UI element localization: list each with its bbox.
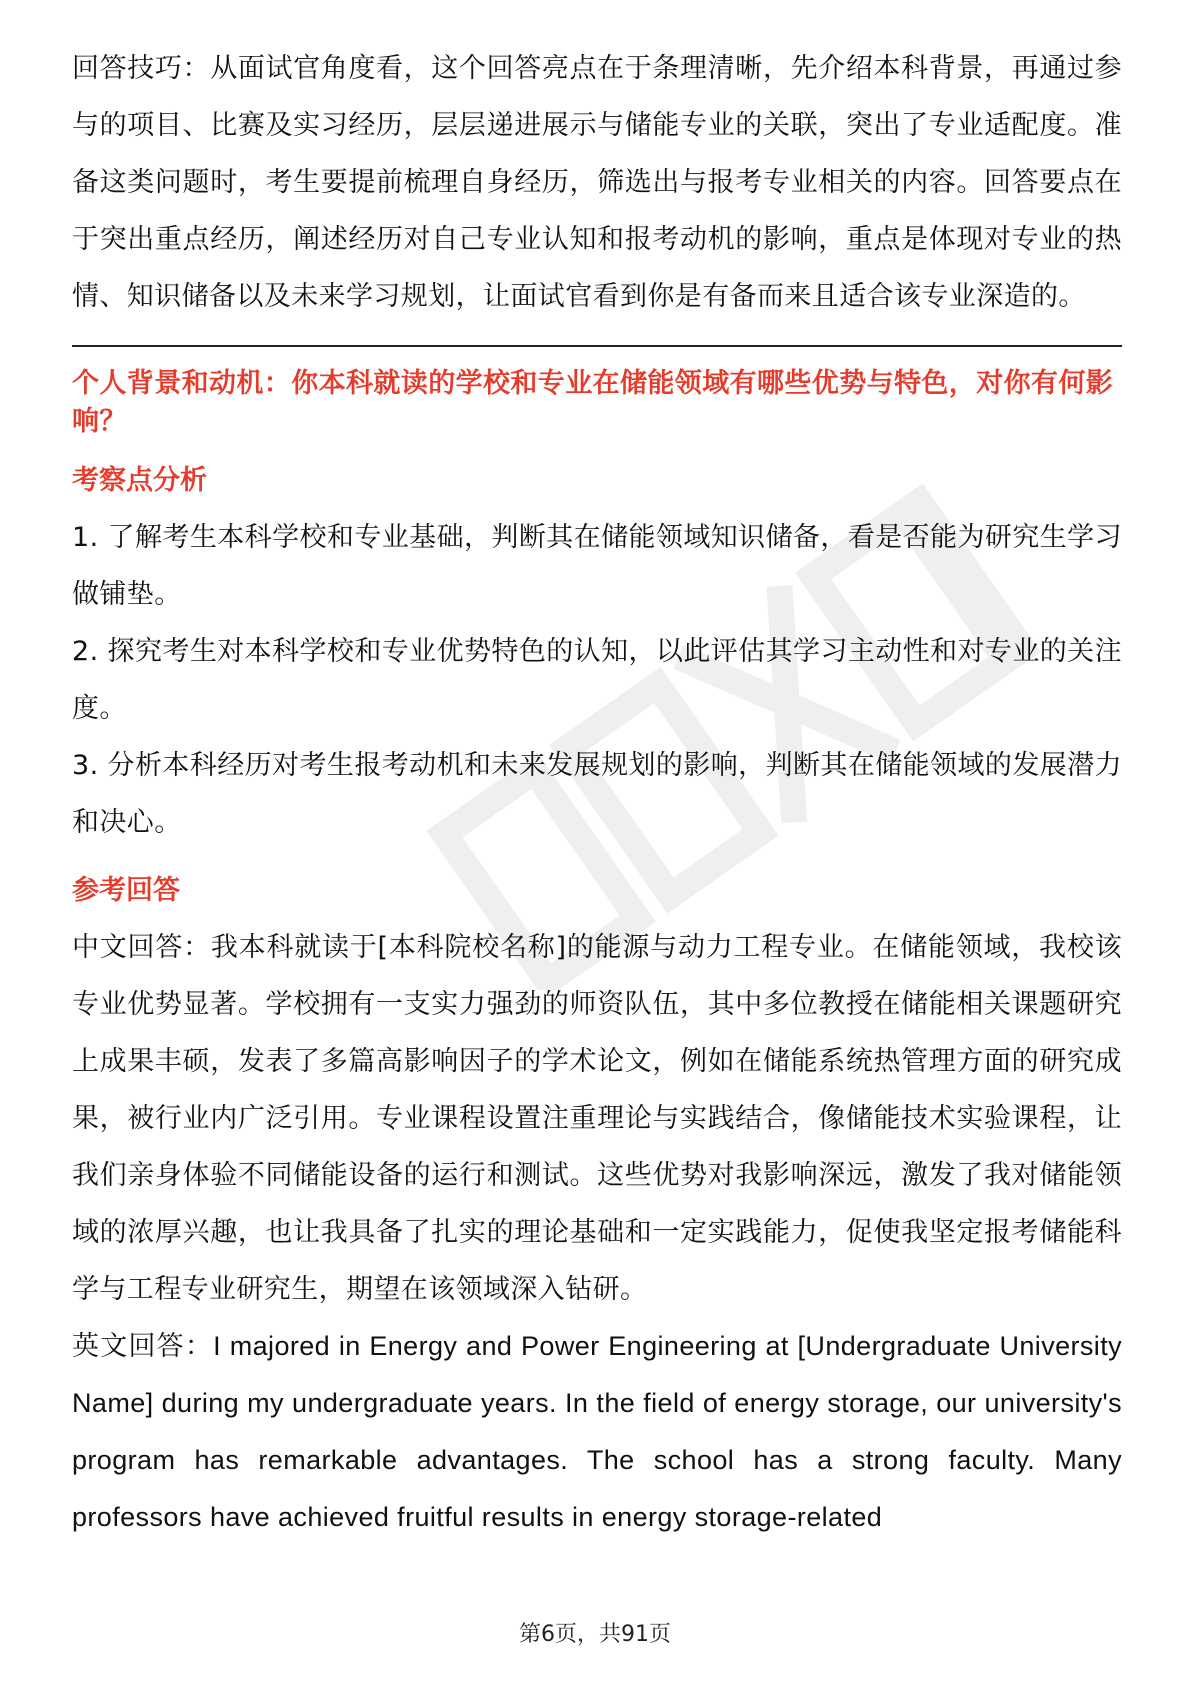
reference-title: 参考回答 [72,875,180,906]
english-answer-block [72,1318,1122,1546]
page-footer: 第6页，共91页 [519,1622,671,1647]
analysis-item: 3. 分析本科经历对考生报考动机和未来发展规划的影响，判断其在储能领域的发展潜力和决心。 [72,750,1122,838]
english-answer-label: 英文回答： [72,1331,214,1362]
section-divider [72,345,1122,347]
chinese-answer: 中文回答：我本科就读于[本科院校名称]的能源与动力工程专业。在储能领域，我校该专业优势显著。学校拥有一支实力强劲的师资队伍，其中多位教授在储能相关课题研究上成果丰硕，发表了多篇高影响因子的学术论文，例如在储能系统热管理方面的研究成果，被行业内广泛引用。专业课程设置注重理论与实践结合，像储能技术实验课程，让我们亲身体验不同储能设备的运行和测试。这些优势对我影响深远，激发了我对储能领域的浓厚兴趣，也让我具备了扎实的理论基础和一定实践能力，促使我坚定报考储能科学与工程专业研究生，期望在该领域深入钻研。 [72,932,1122,1305]
page-content [72,40,1122,1546]
analysis-item: 2. 探究考生对本科学校和专业优势特色的认知，以此评估其学习主动性和对专业的关注度。 [72,636,1122,724]
answer-tips-paragraph: 回答技巧：从面试官角度看，这个回答亮点在于条理清晰，先介绍本科背景，再通过参与的项目、比赛及实习经历，层层递进展示与储能专业的关联，突出了专业适配度。准备这类问题时，考生要提前梳理自身经历，筛选出与报考专业相关的内容。回答要点在于突出重点经历，阐述经历对自己专业认知和报考动机的影响，重点是体现对专业的热情、知识储备以及未来学习规划，让面试官看到你是有备而来且适合该专业深造的。 [72,53,1122,312]
analysis-item: 1. 了解考生本科学校和专业基础，判断其在储能领域知识储备，看是否能为研究生学习做铺垫。 [72,522,1122,610]
english-answer-text: I majored in Energy and Power Engineering at [Undergraduate University Name] during my undergraduate years. In the field of energy storage, our university's program has remarkable advantages. The school has a strong faculty. Many professors have achieved fruitful results in energy storage-related [72,1331,1123,1532]
analysis-list [72,509,1122,851]
question-heading: 个人背景和动机：你本科就读的学校和专业在储能领域有哪些优势与特色，对你有何影响？ [72,368,1114,437]
analysis-title: 考察点分析 [72,465,207,496]
